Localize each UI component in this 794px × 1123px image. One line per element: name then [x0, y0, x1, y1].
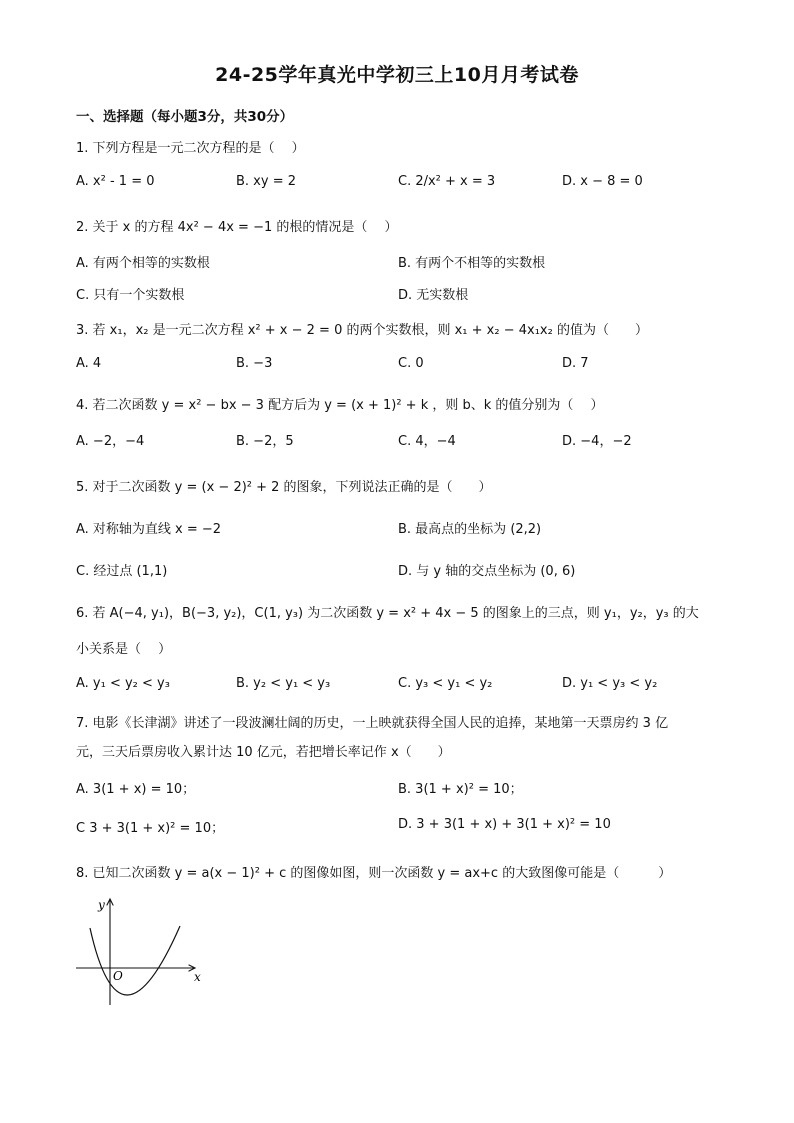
question-3-option-d: D. 7 [562, 356, 589, 371]
question-5-stem: 5. 对于二次函数 y = (x − 2)² + 2 的图象，下列说法正确的是（ ） [76, 480, 492, 495]
question-6-option-a: A. y₁ < y₂ < y₃ [76, 676, 170, 691]
question-3-option-a: A. 4 [76, 356, 102, 371]
question-3-option-c: C. 0 [398, 356, 424, 371]
question-5-option-a: A. 对称轴为直线 x = −2 [76, 522, 222, 537]
x-axis-label: x [194, 970, 201, 984]
question-3-stem: 3. 若 x₁，x₂ 是一元二次方程 x² + x − 2 = 0 的两个实数根，则 x₁ + x₂ − 4x₁x₂ 的值为（ ） [76, 323, 648, 338]
question-2-option-b: B. 有两个不相等的实数根 [398, 256, 546, 271]
parabola-curve [90, 926, 180, 995]
question-7-option-c: C 3 + 3(1 + x)² = 10； [76, 821, 225, 836]
question-4-option-d: D. −4，−2 [562, 434, 632, 449]
origin-label: O [113, 969, 123, 983]
exam-title: 24-25学年真光中学初三上10月月考试卷 [215, 64, 579, 86]
question-6-option-b: B. y₂ < y₁ < y₃ [236, 676, 331, 691]
question-1-stem: 1. 下列方程是一元二次方程的是（ ） [76, 141, 305, 156]
question-1-option-a: A. x² - 1 = 0 [76, 174, 155, 189]
y-axis-label: y [98, 898, 105, 912]
question-7-stem-continued: 元，三天后票房收入累计达 10 亿元，若把增长率记作 x（ ） [76, 745, 451, 760]
question-7-option-b: B. 3(1 + x)² = 10； [398, 782, 523, 797]
question-6-stem-continued: 小关系是（ ） [76, 642, 172, 657]
question-5-option-c: C. 经过点 (1,1) [76, 564, 168, 579]
question-4-option-c: C. 4，−4 [398, 434, 456, 449]
question-4-option-a: A. −2，−4 [76, 434, 145, 449]
question-4-option-b: B. −2，5 [236, 434, 294, 449]
question-2-stem: 2. 关于 x 的方程 4x² − 4x = −1 的根的情况是（ ） [76, 220, 398, 235]
parabola-graph [70, 893, 210, 1008]
question-1-option-d: D. x − 8 = 0 [562, 174, 643, 189]
question-7-option-a: A. 3(1 + x) = 10； [76, 782, 196, 797]
question-7-stem: 7. 电影《长津湖》讲述了一段波澜壮阔的历史，一上映就获得全国人民的追捧，某地第一天票房约 3 亿 [76, 716, 669, 731]
question-3-option-b: B. −3 [236, 356, 273, 371]
question-1-option-c: C. 2/x² + x = 3 [398, 174, 496, 189]
question-6-stem: 6. 若 A(−4, y₁)，B(−3, y₂)，C(1, y₃) 为二次函数 y = x² + 4x − 5 的图象上的三点，则 y₁，y₂，y₃ 的大 [76, 606, 699, 621]
question-2-option-d: D. 无实数根 [398, 288, 469, 303]
question-6-option-d: D. y₁ < y₃ < y₂ [562, 676, 658, 691]
question-7-option-d: D. 3 + 3(1 + x) + 3(1 + x)² = 10 [398, 817, 611, 832]
question-8-stem: 8. 已知二次函数 y = a(x − 1)² + c 的图像如图，则一次函数 y = ax+c 的大致图像可能是（ ） [76, 866, 672, 881]
question-1-option-b: B. xy = 2 [236, 174, 296, 189]
question-5-option-d: D. 与 y 轴的交点坐标为 (0, 6) [398, 564, 576, 579]
question-2-option-c: C. 只有一个实数根 [76, 288, 185, 303]
question-4-stem: 4. 若二次函数 y = x² − bx − 3 配方后为 y = (x + 1)² + k ，则 b、k 的值分别为（ ） [76, 398, 604, 413]
section-heading: 一、选择题（每小题3分，共30分） [76, 109, 294, 125]
question-2-option-a: A. 有两个相等的实数根 [76, 256, 210, 271]
question-6-option-c: C. y₃ < y₁ < y₂ [398, 676, 493, 691]
question-5-option-b: B. 最高点的坐标为 (2,2) [398, 522, 542, 537]
